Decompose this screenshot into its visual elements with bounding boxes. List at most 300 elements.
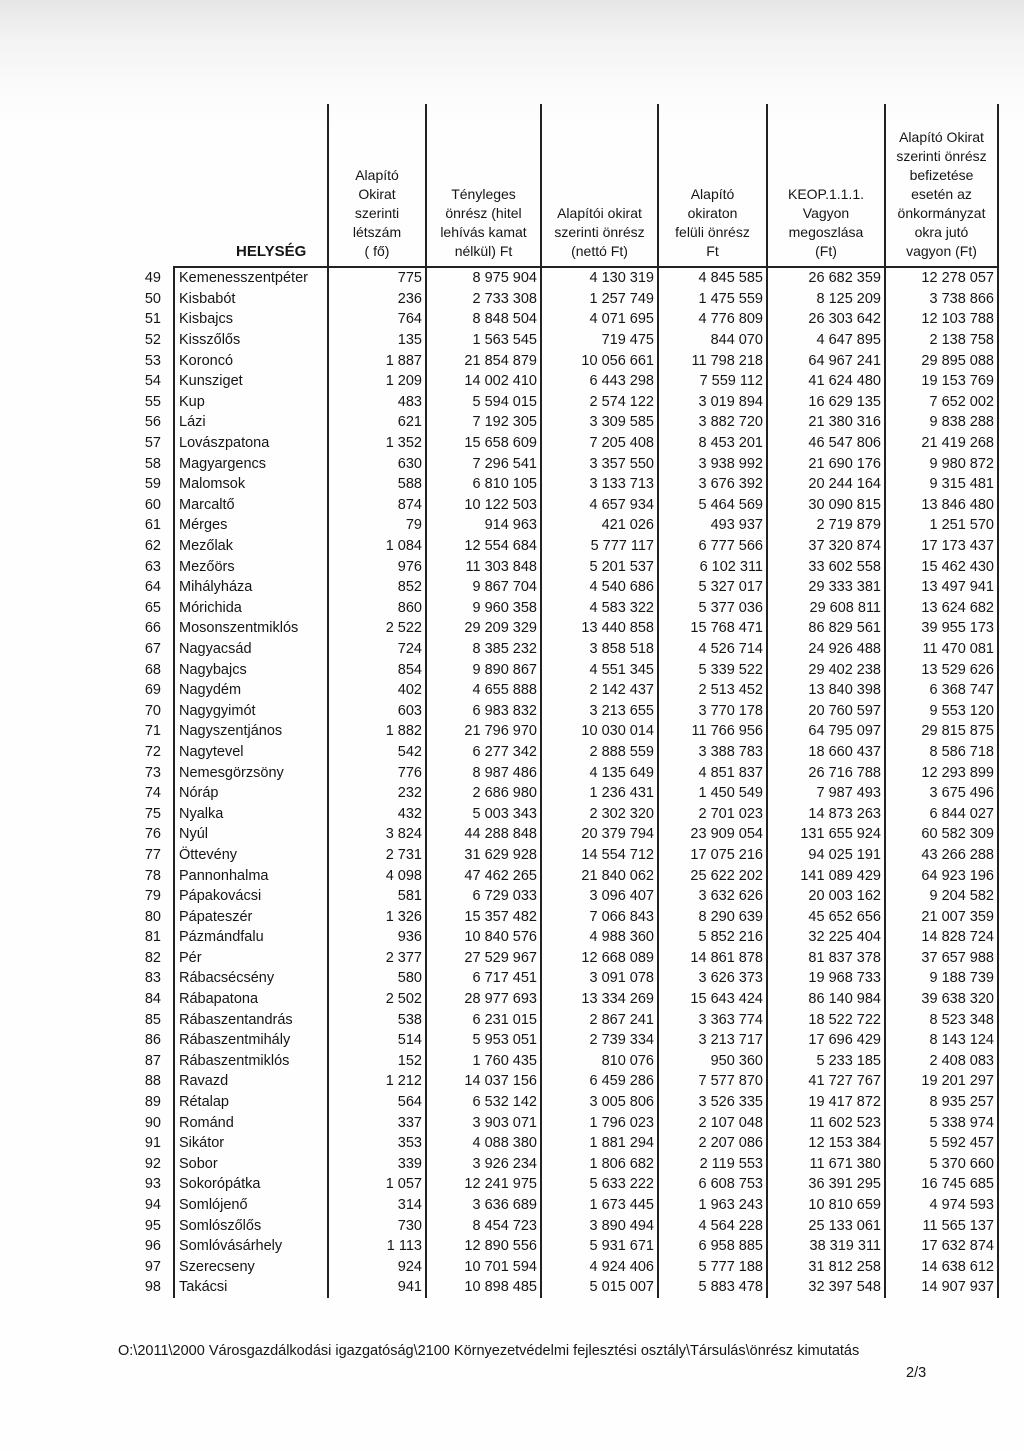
extra-contribution-cell: 7 577 870 bbox=[658, 1071, 767, 1092]
charter-contribution-cell: 3 890 494 bbox=[541, 1215, 658, 1236]
extra-contribution-cell: 6 102 311 bbox=[658, 556, 767, 577]
municipality-name-cell: Kisszőlős bbox=[174, 330, 328, 351]
row-number-cell: 56 bbox=[144, 414, 161, 431]
keop-assets-cell: 141 089 429 bbox=[767, 865, 885, 886]
municipality-name-cell: Pázmándfalu bbox=[174, 927, 328, 948]
table-row bbox=[118, 1051, 998, 1072]
extra-contribution-cell: 17 075 216 bbox=[658, 845, 767, 866]
row-number-cell: 58 bbox=[144, 455, 161, 472]
row-number-cell: 68 bbox=[144, 661, 161, 678]
row-number-cell: 86 bbox=[144, 1032, 161, 1049]
table-row bbox=[118, 577, 998, 598]
actual-contribution-cell: 14 002 410 bbox=[426, 371, 541, 392]
extra-contribution-cell: 2 701 023 bbox=[658, 803, 767, 824]
municipality-assets-cell: 8 523 348 bbox=[885, 1009, 998, 1030]
extra-contribution-cell: 4 564 228 bbox=[658, 1215, 767, 1236]
actual-contribution-cell: 15 658 609 bbox=[426, 433, 541, 454]
actual-contribution-cell: 21 854 879 bbox=[426, 350, 541, 371]
headcount-cell: 936 bbox=[328, 927, 426, 948]
municipality-name-cell: Nyalka bbox=[174, 803, 328, 824]
table-row bbox=[118, 267, 998, 289]
actual-contribution-cell: 28 977 693 bbox=[426, 989, 541, 1010]
headcount-cell: 730 bbox=[328, 1215, 426, 1236]
row-number-cell: 66 bbox=[144, 620, 161, 637]
charter-contribution-cell: 6 459 286 bbox=[541, 1071, 658, 1092]
extra-contribution-cell: 1 963 243 bbox=[658, 1195, 767, 1216]
municipality-assets-cell: 9 188 739 bbox=[885, 968, 998, 989]
table-row bbox=[118, 700, 998, 721]
keop-assets-cell: 20 244 164 bbox=[767, 474, 885, 495]
municipality-name-cell: Mérges bbox=[174, 515, 328, 536]
keop-assets-cell: 131 655 924 bbox=[767, 824, 885, 845]
charter-contribution-cell: 5 633 222 bbox=[541, 1174, 658, 1195]
table-row bbox=[118, 742, 998, 763]
charter-contribution-cell: 21 840 062 bbox=[541, 865, 658, 886]
keop-assets-cell: 41 624 480 bbox=[767, 371, 885, 392]
extra-contribution-cell: 2 119 553 bbox=[658, 1154, 767, 1175]
headcount-cell: 874 bbox=[328, 495, 426, 516]
keop-assets-cell: 16 629 135 bbox=[767, 392, 885, 413]
header-row bbox=[118, 104, 998, 267]
municipality-assets-cell: 14 907 937 bbox=[885, 1277, 998, 1298]
extra-contribution-cell: 23 909 054 bbox=[658, 824, 767, 845]
table-row bbox=[118, 886, 998, 907]
table-row bbox=[118, 598, 998, 619]
headcount-cell: 976 bbox=[328, 556, 426, 577]
header-onkormanyzat-vagyon: Alapító Okirat szerinti önrész befizetése esetén az önkormányzat okra jutó vagyon (Ft) bbox=[885, 104, 998, 267]
actual-contribution-cell: 10 701 594 bbox=[426, 1257, 541, 1278]
headcount-cell: 776 bbox=[328, 762, 426, 783]
header-feluli-onresz: Alapító okiraton felüli önrész Ft bbox=[658, 104, 767, 267]
municipality-assets-cell: 64 923 196 bbox=[885, 865, 998, 886]
actual-contribution-cell: 12 554 684 bbox=[426, 536, 541, 557]
extra-contribution-cell: 11 798 218 bbox=[658, 350, 767, 371]
headcount-cell: 580 bbox=[328, 968, 426, 989]
keop-assets-cell: 33 602 558 bbox=[767, 556, 885, 577]
charter-contribution-cell: 14 554 712 bbox=[541, 845, 658, 866]
municipality-assets-cell: 8 935 257 bbox=[885, 1092, 998, 1113]
keop-assets-cell: 4 647 895 bbox=[767, 330, 885, 351]
row-number-cell: 96 bbox=[144, 1238, 161, 1255]
municipality-assets-cell: 17 173 437 bbox=[885, 536, 998, 557]
municipality-assets-cell: 5 338 974 bbox=[885, 1112, 998, 1133]
keop-assets-cell: 14 873 263 bbox=[767, 803, 885, 824]
municipality-name-cell: Mezőörs bbox=[174, 556, 328, 577]
municipality-name-cell: Kisbajcs bbox=[174, 309, 328, 330]
municipality-assets-cell: 2 408 083 bbox=[885, 1051, 998, 1072]
municipality-name-cell: Mosonszentmiklós bbox=[174, 618, 328, 639]
municipality-name-cell: Mihályháza bbox=[174, 577, 328, 598]
extra-contribution-cell: 4 776 809 bbox=[658, 309, 767, 330]
extra-contribution-cell: 8 453 201 bbox=[658, 433, 767, 454]
charter-contribution-cell: 1 257 749 bbox=[541, 289, 658, 310]
municipality-name-cell: Mezőlak bbox=[174, 536, 328, 557]
municipality-assets-cell: 6 368 747 bbox=[885, 680, 998, 701]
municipality-assets-cell: 9 553 120 bbox=[885, 700, 998, 721]
municipality-assets-cell: 19 201 297 bbox=[885, 1071, 998, 1092]
keop-assets-cell: 10 810 659 bbox=[767, 1195, 885, 1216]
charter-contribution-cell: 1 236 431 bbox=[541, 783, 658, 804]
headcount-cell: 135 bbox=[328, 330, 426, 351]
table-row bbox=[118, 1236, 998, 1257]
keop-assets-cell: 30 090 815 bbox=[767, 495, 885, 516]
extra-contribution-cell: 3 213 717 bbox=[658, 1030, 767, 1051]
headcount-cell: 152 bbox=[328, 1051, 426, 1072]
row-number-cell: 70 bbox=[144, 702, 161, 719]
charter-contribution-cell: 2 739 334 bbox=[541, 1030, 658, 1051]
table-row bbox=[118, 906, 998, 927]
keop-assets-cell: 29 333 381 bbox=[767, 577, 885, 598]
charter-contribution-cell: 5 931 671 bbox=[541, 1236, 658, 1257]
extra-contribution-cell: 6 777 566 bbox=[658, 536, 767, 557]
charter-contribution-cell: 4 657 934 bbox=[541, 495, 658, 516]
keop-assets-cell: 12 153 384 bbox=[767, 1133, 885, 1154]
table-row bbox=[118, 453, 998, 474]
actual-contribution-cell: 8 975 904 bbox=[426, 267, 541, 289]
municipality-assets-cell: 12 103 788 bbox=[885, 309, 998, 330]
headcount-cell: 630 bbox=[328, 453, 426, 474]
row-number-cell: 72 bbox=[144, 743, 161, 760]
keop-assets-cell: 26 716 788 bbox=[767, 762, 885, 783]
municipality-assets-cell: 1 251 570 bbox=[885, 515, 998, 536]
table-row bbox=[118, 865, 998, 886]
charter-contribution-cell: 3 096 407 bbox=[541, 886, 658, 907]
row-number-cell: 90 bbox=[144, 1114, 161, 1131]
municipality-name-cell: Ravazd bbox=[174, 1071, 328, 1092]
municipality-name-cell: Somlójenő bbox=[174, 1195, 328, 1216]
actual-contribution-cell: 914 963 bbox=[426, 515, 541, 536]
extra-contribution-cell: 5 327 017 bbox=[658, 577, 767, 598]
row-number-cell: 53 bbox=[144, 352, 161, 369]
extra-contribution-cell: 3 526 335 bbox=[658, 1092, 767, 1113]
table-row bbox=[118, 989, 998, 1010]
municipality-name-cell: Nagyacsád bbox=[174, 639, 328, 660]
actual-contribution-cell: 2 733 308 bbox=[426, 289, 541, 310]
keop-assets-cell: 21 690 176 bbox=[767, 453, 885, 474]
keop-assets-cell: 25 133 061 bbox=[767, 1215, 885, 1236]
extra-contribution-cell: 493 937 bbox=[658, 515, 767, 536]
charter-contribution-cell: 4 988 360 bbox=[541, 927, 658, 948]
row-number-cell: 77 bbox=[144, 846, 161, 863]
row-number-cell: 74 bbox=[144, 785, 161, 802]
page-number: 2/3 bbox=[906, 1365, 927, 1381]
row-number-cell: 87 bbox=[144, 1052, 161, 1069]
headcount-cell: 564 bbox=[328, 1092, 426, 1113]
municipality-assets-cell: 39 955 173 bbox=[885, 618, 998, 639]
actual-contribution-cell: 6 277 342 bbox=[426, 742, 541, 763]
table-row bbox=[118, 371, 998, 392]
keop-assets-cell: 32 225 404 bbox=[767, 927, 885, 948]
extra-contribution-cell: 5 852 216 bbox=[658, 927, 767, 948]
row-number-cell: 63 bbox=[144, 558, 161, 575]
actual-contribution-cell: 3 636 689 bbox=[426, 1195, 541, 1216]
keop-assets-cell: 32 397 548 bbox=[767, 1277, 885, 1298]
row-number-cell: 92 bbox=[144, 1155, 161, 1172]
keop-assets-cell: 45 652 656 bbox=[767, 906, 885, 927]
table-row bbox=[118, 680, 998, 701]
actual-contribution-cell: 6 532 142 bbox=[426, 1092, 541, 1113]
charter-contribution-cell: 13 440 858 bbox=[541, 618, 658, 639]
row-number-cell: 98 bbox=[144, 1279, 161, 1296]
actual-contribution-cell: 1 563 545 bbox=[426, 330, 541, 351]
keop-assets-cell: 31 812 258 bbox=[767, 1257, 885, 1278]
charter-contribution-cell: 2 302 320 bbox=[541, 803, 658, 824]
charter-contribution-cell: 10 030 014 bbox=[541, 721, 658, 742]
actual-contribution-cell: 47 462 265 bbox=[426, 865, 541, 886]
municipality-assets-cell: 17 632 874 bbox=[885, 1236, 998, 1257]
municipality-name-cell: Pápakovácsi bbox=[174, 886, 328, 907]
municipality-assets-cell: 43 266 288 bbox=[885, 845, 998, 866]
extra-contribution-cell: 3 388 783 bbox=[658, 742, 767, 763]
municipality-name-cell: Magyargencs bbox=[174, 453, 328, 474]
keop-assets-cell: 36 391 295 bbox=[767, 1174, 885, 1195]
header-tenyleges: Tényleges önrész (hitel lehívás kamat nélkül) Ft bbox=[426, 104, 541, 267]
table-row bbox=[118, 309, 998, 330]
charter-contribution-cell: 4 135 649 bbox=[541, 762, 658, 783]
actual-contribution-cell: 5 003 343 bbox=[426, 803, 541, 824]
actual-contribution-cell: 6 810 105 bbox=[426, 474, 541, 495]
municipality-assets-cell: 21 419 268 bbox=[885, 433, 998, 454]
headcount-cell: 724 bbox=[328, 639, 426, 660]
extra-contribution-cell: 3 882 720 bbox=[658, 412, 767, 433]
actual-contribution-cell: 10 898 485 bbox=[426, 1277, 541, 1298]
municipality-assets-cell: 8 586 718 bbox=[885, 742, 998, 763]
charter-contribution-cell: 4 540 686 bbox=[541, 577, 658, 598]
municipality-name-cell: Szerecseny bbox=[174, 1257, 328, 1278]
municipality-name-cell: Pannonhalma bbox=[174, 865, 328, 886]
charter-contribution-cell: 1 806 682 bbox=[541, 1154, 658, 1175]
charter-contribution-cell: 10 056 661 bbox=[541, 350, 658, 371]
keop-assets-cell: 8 125 209 bbox=[767, 289, 885, 310]
table-row bbox=[118, 824, 998, 845]
actual-contribution-cell: 5 953 051 bbox=[426, 1030, 541, 1051]
municipality-name-cell: Marcaltő bbox=[174, 495, 328, 516]
headcount-cell: 339 bbox=[328, 1154, 426, 1175]
headcount-cell: 860 bbox=[328, 598, 426, 619]
row-number-cell: 91 bbox=[144, 1135, 161, 1152]
charter-contribution-cell: 5 777 117 bbox=[541, 536, 658, 557]
extra-contribution-cell: 7 559 112 bbox=[658, 371, 767, 392]
municipality-name-cell: Rábaszentmiklós bbox=[174, 1051, 328, 1072]
charter-contribution-cell: 2 142 437 bbox=[541, 680, 658, 701]
table-row bbox=[118, 433, 998, 454]
extra-contribution-cell: 6 958 885 bbox=[658, 1236, 767, 1257]
row-number-cell: 79 bbox=[144, 888, 161, 905]
municipality-assets-cell: 3 675 496 bbox=[885, 783, 998, 804]
charter-contribution-cell: 4 924 406 bbox=[541, 1257, 658, 1278]
row-number-cell: 59 bbox=[144, 476, 161, 493]
headcount-cell: 353 bbox=[328, 1133, 426, 1154]
extra-contribution-cell: 25 622 202 bbox=[658, 865, 767, 886]
keop-assets-cell: 11 671 380 bbox=[767, 1154, 885, 1175]
row-number-cell: 64 bbox=[144, 579, 161, 596]
actual-contribution-cell: 8 987 486 bbox=[426, 762, 541, 783]
actual-contribution-cell: 9 960 358 bbox=[426, 598, 541, 619]
actual-contribution-cell: 21 796 970 bbox=[426, 721, 541, 742]
table-row bbox=[118, 845, 998, 866]
table-row bbox=[118, 618, 998, 639]
keop-assets-cell: 37 320 874 bbox=[767, 536, 885, 557]
table-row bbox=[118, 968, 998, 989]
row-number-cell: 65 bbox=[144, 599, 161, 616]
header-keop-vagyon: KEOP.1.1.1. Vagyon megoszlása (Ft) bbox=[767, 104, 885, 267]
headcount-cell: 2 522 bbox=[328, 618, 426, 639]
charter-contribution-cell: 6 443 298 bbox=[541, 371, 658, 392]
row-number-cell: 55 bbox=[144, 393, 161, 410]
keop-assets-cell: 19 417 872 bbox=[767, 1092, 885, 1113]
headcount-cell: 1 212 bbox=[328, 1071, 426, 1092]
row-number-cell: 83 bbox=[144, 970, 161, 987]
municipality-assets-cell: 5 592 457 bbox=[885, 1133, 998, 1154]
headcount-cell: 483 bbox=[328, 392, 426, 413]
keop-assets-cell: 38 319 311 bbox=[767, 1236, 885, 1257]
headcount-cell: 1 113 bbox=[328, 1236, 426, 1257]
actual-contribution-cell: 31 629 928 bbox=[426, 845, 541, 866]
headcount-cell: 232 bbox=[328, 783, 426, 804]
table-row bbox=[118, 721, 998, 742]
extra-contribution-cell: 4 845 585 bbox=[658, 267, 767, 289]
row-number-cell: 54 bbox=[144, 373, 161, 390]
extra-contribution-cell: 5 777 188 bbox=[658, 1257, 767, 1278]
extra-contribution-cell: 3 770 178 bbox=[658, 700, 767, 721]
municipality-name-cell: Kunsziget bbox=[174, 371, 328, 392]
headcount-cell: 854 bbox=[328, 659, 426, 680]
charter-contribution-cell: 4 130 319 bbox=[541, 267, 658, 289]
keop-assets-cell: 18 660 437 bbox=[767, 742, 885, 763]
municipality-assets-cell: 9 204 582 bbox=[885, 886, 998, 907]
table-row bbox=[118, 1174, 998, 1195]
extra-contribution-cell: 14 861 878 bbox=[658, 948, 767, 969]
actual-contribution-cell: 3 926 234 bbox=[426, 1154, 541, 1175]
municipality-assets-cell: 13 497 941 bbox=[885, 577, 998, 598]
municipality-name-cell: Rábaszentmihály bbox=[174, 1030, 328, 1051]
keop-assets-cell: 29 608 811 bbox=[767, 598, 885, 619]
headcount-cell: 621 bbox=[328, 412, 426, 433]
extra-contribution-cell: 3 676 392 bbox=[658, 474, 767, 495]
table-row bbox=[118, 1154, 998, 1175]
extra-contribution-cell: 8 290 639 bbox=[658, 906, 767, 927]
municipality-name-cell: Sobor bbox=[174, 1154, 328, 1175]
charter-contribution-cell: 1 881 294 bbox=[541, 1133, 658, 1154]
municipality-name-cell: Sikátor bbox=[174, 1133, 328, 1154]
charter-contribution-cell: 13 334 269 bbox=[541, 989, 658, 1010]
keop-assets-cell: 64 795 097 bbox=[767, 721, 885, 742]
table-row bbox=[118, 659, 998, 680]
row-number-cell: 60 bbox=[144, 496, 161, 513]
charter-contribution-cell: 5 015 007 bbox=[541, 1277, 658, 1298]
extra-contribution-cell: 1 475 559 bbox=[658, 289, 767, 310]
municipality-name-cell: Rábapatona bbox=[174, 989, 328, 1010]
headcount-cell: 79 bbox=[328, 515, 426, 536]
charter-contribution-cell: 3 133 713 bbox=[541, 474, 658, 495]
municipality-assets-cell: 60 582 309 bbox=[885, 824, 998, 845]
charter-contribution-cell: 1 796 023 bbox=[541, 1112, 658, 1133]
actual-contribution-cell: 6 983 832 bbox=[426, 700, 541, 721]
row-number-cell: 89 bbox=[144, 1094, 161, 1111]
municipality-name-cell: Malomsok bbox=[174, 474, 328, 495]
municipality-assets-cell: 37 657 988 bbox=[885, 948, 998, 969]
headcount-cell: 2 731 bbox=[328, 845, 426, 866]
headcount-cell: 588 bbox=[328, 474, 426, 495]
extra-contribution-cell: 2 107 048 bbox=[658, 1112, 767, 1133]
municipality-name-cell: Rétalap bbox=[174, 1092, 328, 1113]
actual-contribution-cell: 9 890 867 bbox=[426, 659, 541, 680]
actual-contribution-cell: 5 594 015 bbox=[426, 392, 541, 413]
municipality-assets-cell: 9 838 288 bbox=[885, 412, 998, 433]
municipality-assets-cell: 9 980 872 bbox=[885, 453, 998, 474]
municipality-assets-cell: 12 293 899 bbox=[885, 762, 998, 783]
header-okirat-onresz: Alapítói okirat szerinti önrész (nettó Ft) bbox=[541, 104, 658, 267]
municipality-assets-cell: 19 153 769 bbox=[885, 371, 998, 392]
municipality-assets-cell: 2 138 758 bbox=[885, 330, 998, 351]
row-number-cell: 50 bbox=[144, 290, 161, 307]
headcount-cell: 4 098 bbox=[328, 865, 426, 886]
keop-assets-cell: 5 233 185 bbox=[767, 1051, 885, 1072]
keop-assets-cell: 26 303 642 bbox=[767, 309, 885, 330]
headcount-cell: 432 bbox=[328, 803, 426, 824]
table-row bbox=[118, 1112, 998, 1133]
charter-contribution-cell: 7 066 843 bbox=[541, 906, 658, 927]
municipality-assets-cell: 13 846 480 bbox=[885, 495, 998, 516]
keop-assets-cell: 2 719 879 bbox=[767, 515, 885, 536]
row-number-cell: 82 bbox=[144, 949, 161, 966]
headcount-cell: 1 887 bbox=[328, 350, 426, 371]
actual-contribution-cell: 8 454 723 bbox=[426, 1215, 541, 1236]
extra-contribution-cell: 950 360 bbox=[658, 1051, 767, 1072]
row-number-cell: 84 bbox=[144, 991, 161, 1008]
extra-contribution-cell: 4 526 714 bbox=[658, 639, 767, 660]
keop-assets-cell: 29 402 238 bbox=[767, 659, 885, 680]
actual-contribution-cell: 29 209 329 bbox=[426, 618, 541, 639]
charter-contribution-cell: 2 867 241 bbox=[541, 1009, 658, 1030]
extra-contribution-cell: 3 632 626 bbox=[658, 886, 767, 907]
municipality-name-cell: Rábaszentandrás bbox=[174, 1009, 328, 1030]
row-number-cell: 76 bbox=[144, 826, 161, 843]
headcount-cell: 924 bbox=[328, 1257, 426, 1278]
row-number-cell: 94 bbox=[144, 1197, 161, 1214]
actual-contribution-cell: 10 122 503 bbox=[426, 495, 541, 516]
keop-assets-cell: 18 522 722 bbox=[767, 1009, 885, 1030]
table-row bbox=[118, 927, 998, 948]
table-row bbox=[118, 639, 998, 660]
municipality-assets-cell: 11 470 081 bbox=[885, 639, 998, 660]
charter-contribution-cell: 719 475 bbox=[541, 330, 658, 351]
municipality-assets-cell: 39 638 320 bbox=[885, 989, 998, 1010]
table-row bbox=[118, 1195, 998, 1216]
municipality-name-cell: Kup bbox=[174, 392, 328, 413]
extra-contribution-cell: 2 207 086 bbox=[658, 1133, 767, 1154]
header-letszam: Alapító Okirat szerinti létszám ( fő) bbox=[328, 104, 426, 267]
extra-contribution-cell: 3 019 894 bbox=[658, 392, 767, 413]
row-number-cell: 49 bbox=[144, 269, 161, 286]
municipality-assets-cell: 3 738 866 bbox=[885, 289, 998, 310]
charter-contribution-cell: 5 201 537 bbox=[541, 556, 658, 577]
headcount-cell: 852 bbox=[328, 577, 426, 598]
municipality-name-cell: Somlószőlős bbox=[174, 1215, 328, 1236]
table-row bbox=[118, 1030, 998, 1051]
actual-contribution-cell: 8 848 504 bbox=[426, 309, 541, 330]
actual-contribution-cell: 7 192 305 bbox=[426, 412, 541, 433]
row-number-cell: 67 bbox=[144, 640, 161, 657]
municipality-name-cell: Nyúl bbox=[174, 824, 328, 845]
headcount-cell: 764 bbox=[328, 309, 426, 330]
headcount-cell: 1 057 bbox=[328, 1174, 426, 1195]
table-row bbox=[118, 783, 998, 804]
row-number-cell: 71 bbox=[144, 723, 161, 740]
municipality-assets-cell: 5 370 660 bbox=[885, 1154, 998, 1175]
municipality-name-cell: Nagytevel bbox=[174, 742, 328, 763]
table-row bbox=[118, 1071, 998, 1092]
